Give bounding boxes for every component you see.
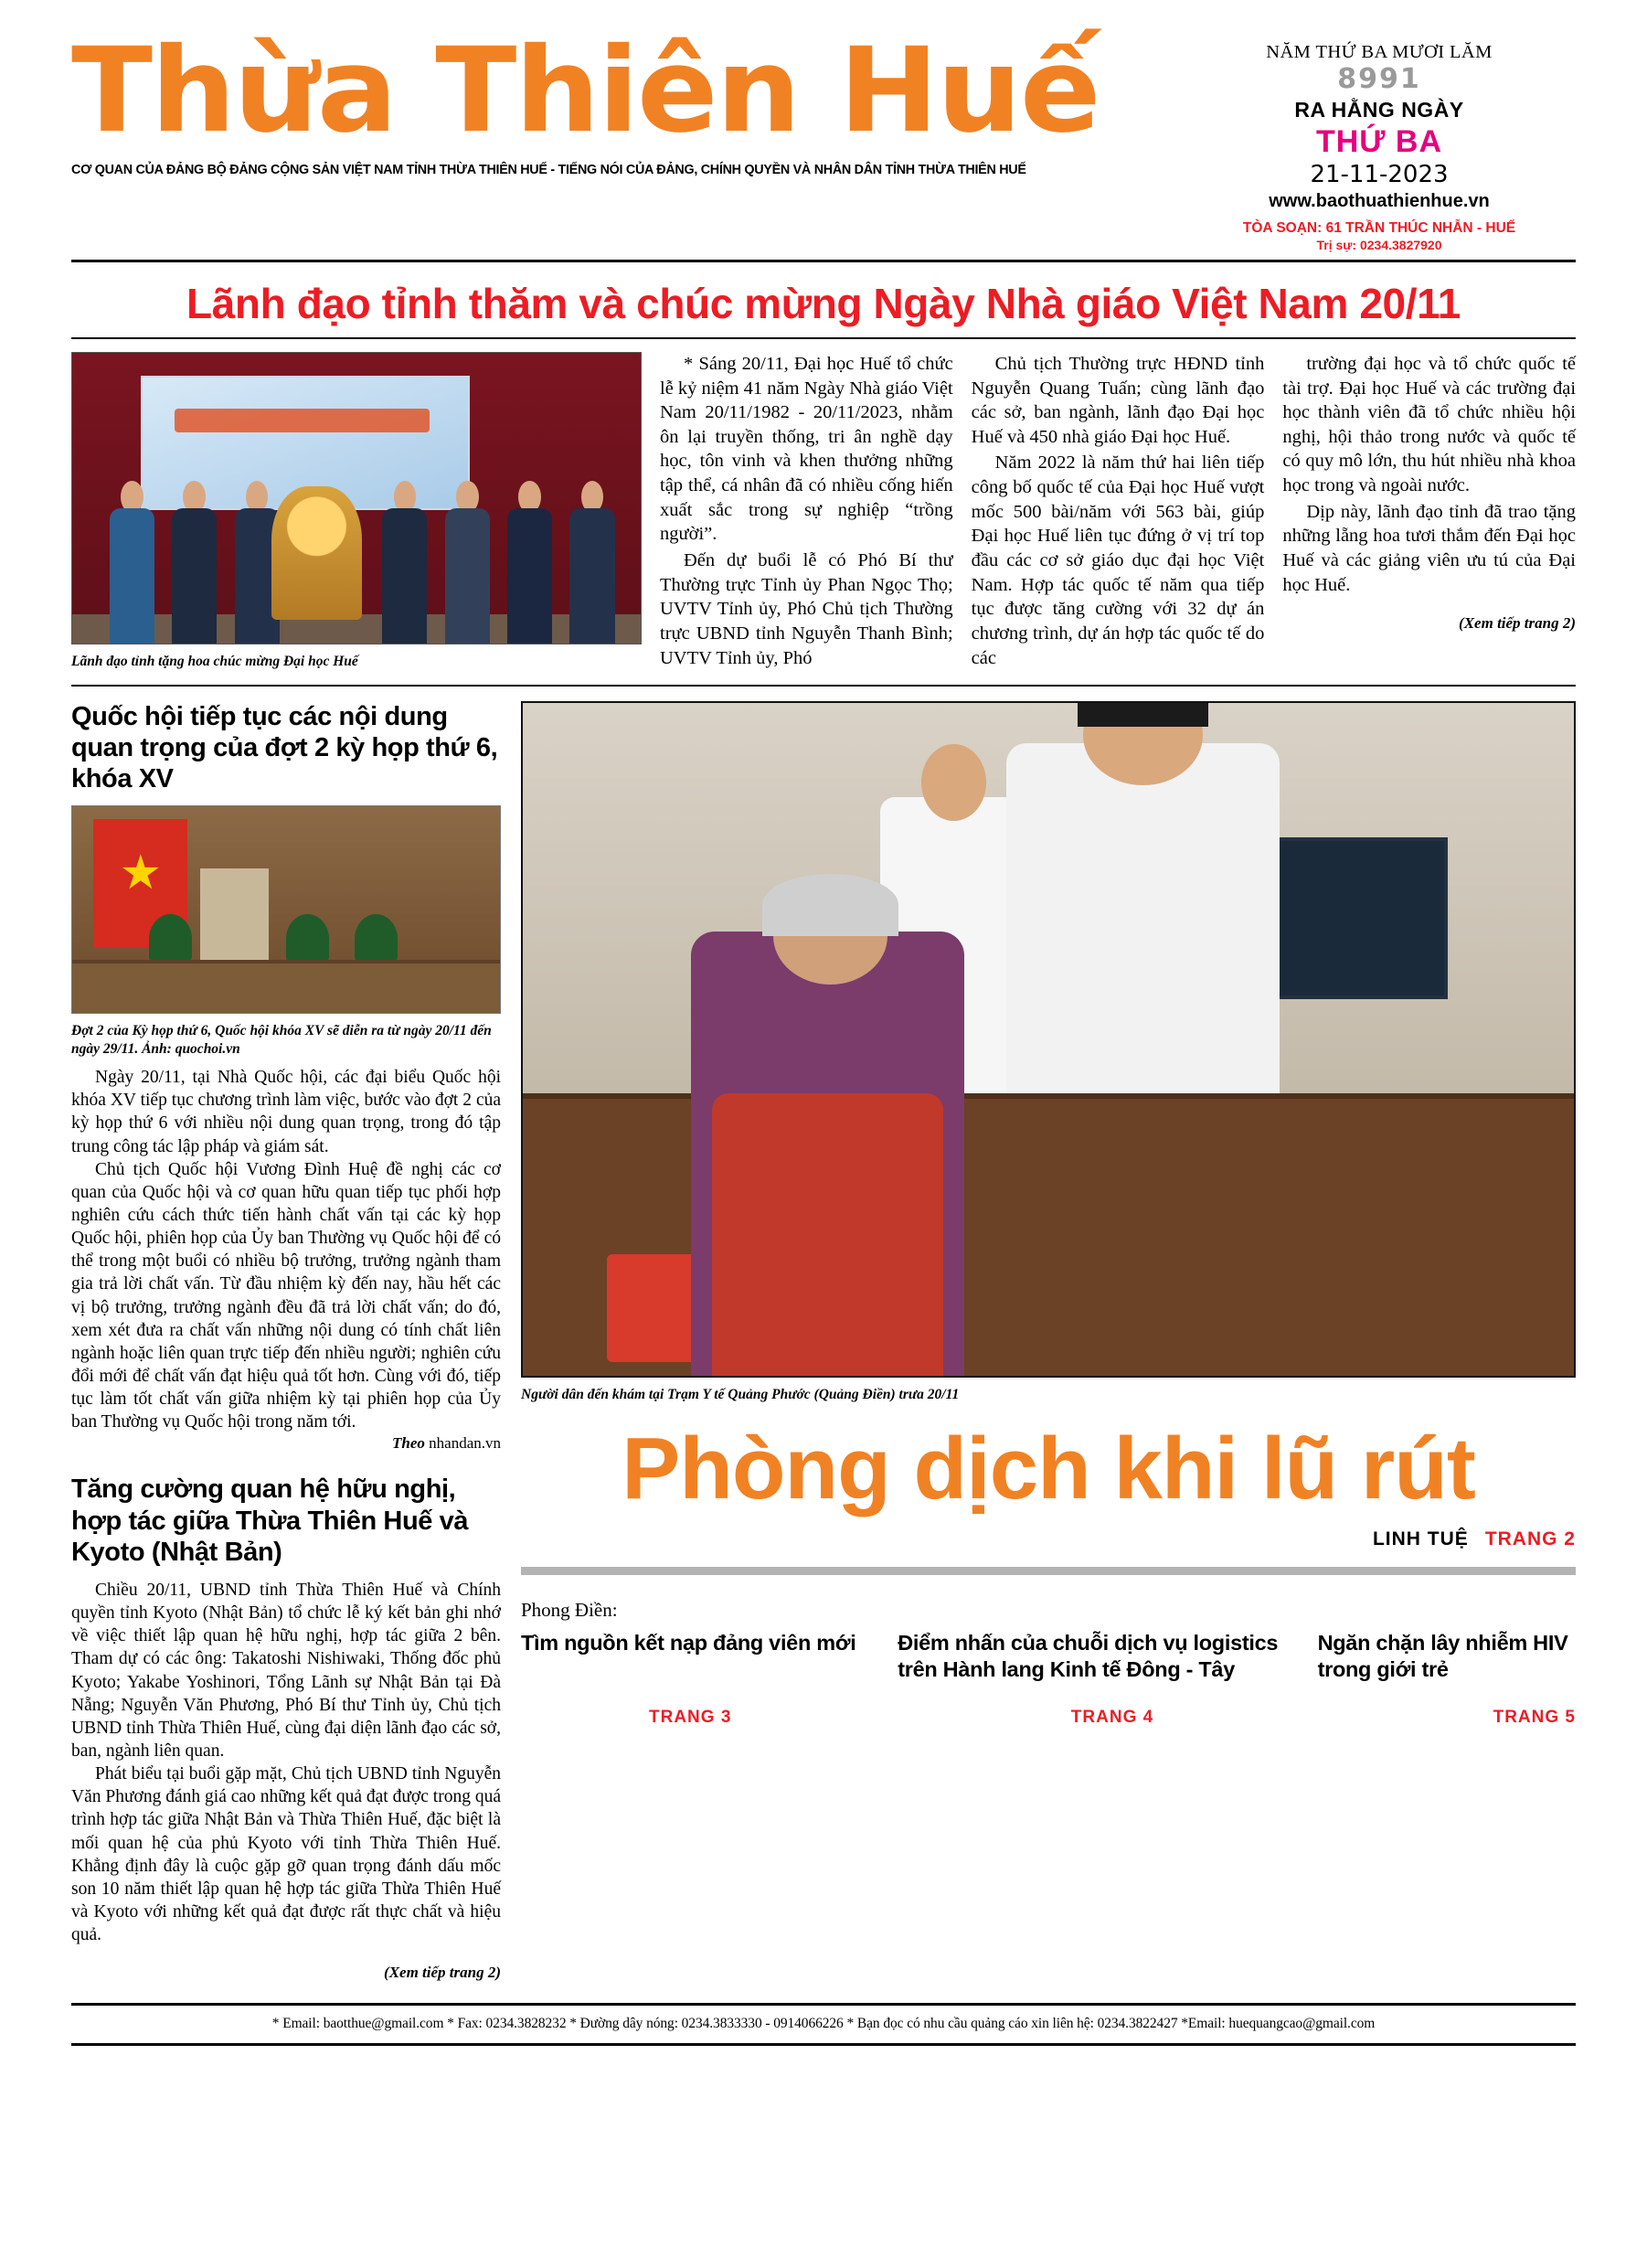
paragraph: Phát biểu tại buổi gặp mặt, Chủ tịch UBND tỉnh Nguyễn Văn Phương đánh giá cao những kết quả đạt được trong quá trình hợp tác giữa Nhật Bản và Thừa Thiên Huế, đặc biệt là mối quan hệ của phủ Kyoto với tỉnh Thừa Thiên Huế. Khẳng định đây là cuộc gặp gỡ quan trọng đánh dấu mốc son 10 năm thiết lập quan hệ hợp tác giữa Thừa Thiên Huế và Kyoto với những kết quả đạt được rất thực chất và hiệu quả. (71, 1764, 501, 1945)
continued-on-page-link[interactable]: (Xem tiếp trang 2) (384, 1964, 501, 1982)
teaser-item[interactable] (1318, 1599, 1576, 1684)
footer-bottom-rule (71, 2043, 1576, 2046)
teaser-page-ref[interactable]: TRANG 5 (1493, 1707, 1576, 1727)
masthead-info-block (1183, 33, 1576, 252)
paragraph: trường đại học và tổ chức quốc tế tài trợ. Đại học Huế và các trường đại học thành viên đã tổ chức nhiều hội nghị, hội thảo trong nước và quốc tế có quy mô lớn, thu hút nhiều nhà khoa học trong và ngoài nước. (1282, 353, 1577, 496)
top-article-column-3 (1282, 352, 1576, 670)
main-feature-caption: Người dân đến khám tại Trạm Y tế Quảng Phước (Quảng Điền) trưa 20/11 (521, 1386, 960, 1402)
top-article-caption: Lãnh đạo tỉnh tặng hoa chúc mừng Đại học Huế (71, 653, 358, 669)
teaser-page-refs (521, 1708, 1576, 1728)
teaser-page-ref[interactable]: TRANG 3 (649, 1707, 732, 1727)
teaser-divider (521, 1567, 1576, 1575)
continued-on-page-link[interactable]: (Xem tiếp trang 2) (1459, 614, 1577, 633)
paragraph: Chiều 20/11, UBND tỉnh Thừa Thiên Huế và Chính quyền tỉnh Kyoto (Nhật Bản) tổ chức lễ ký kết bản ghi nhớ về việc thiết lập quan hệ hữu nghị, hợp tác giữa 2 bên. Tham dự có các ông: Takatoshi Nishiwaki, Thống đốc phủ Kyoto; Yakabe Yoshinori, Tổng Lãnh sự Nhật Bản tại Đà Nẵng; Nguyễn Văn Phương, Phó Bí thư Tỉnh ủy, Chủ tịch UBND tỉnh Thừa Thiên Huế, cùng đại diện lãnh đạo các sở, ban, ngành liên quan. (71, 1581, 501, 1761)
paragraph: Chủ tịch Quốc hội Vương Đình Huệ đề nghị các cơ quan của Quốc hội và cơ quan hữu quan tiếp tục phối hợp nghiên cứu cách thức tiến hành chất vấn tại các kỳ họp Quốc hội, phiên họp của Ủy ban Thường vụ Quốc hội để có thể trong một buổi có nhiều bộ trưởng, trưởng ngành tham gia trả lời chất vấn. Từ đầu nhiệm kỳ đến nay, hầu hết các vị bộ trưởng, trưởng ngành đều đã trả lời chất vấn; do đó, xem xét đưa ra chất vấn những nội dung có tính chất liên ngành hoặc liên quan trực tiếp đến nhiều người; nghiên cứu đổi mới để chất vấn đạt hiệu quả tốt hơn. Cùng với đó, tiếp tục làm tốt chất vấn giữa nhiệm kỳ tại phiên họp của Ủy ban Thường vụ Quốc hội trong năm tới. (71, 1159, 501, 1432)
newspaper-title: Thừa Thiên Huế (71, 23, 1100, 159)
banner-divider (71, 337, 1576, 339)
issue-number: 8991 (1337, 63, 1421, 95)
left-article-2-body (71, 1579, 501, 1983)
page-reference[interactable]: TRANG 2 (1484, 1528, 1576, 1549)
section-divider (71, 685, 1576, 687)
banner-headline[interactable]: Lãnh đạo tỉnh thăm và chúc mừng Ngày Nhà giáo Việt Nam 20/11 (186, 280, 1461, 328)
teaser-item[interactable] (521, 1599, 898, 1684)
paragraph: * Sáng 20/11, Đại học Huế tổ chức lễ kỷ niệm 41 năm Ngày Nhà giáo Việt Nam 20/11/1982 - 20/11/2023, nhằm ôn lại truyền thống, tri ân nghề dạy học, tôn vinh và khen thưởng những tập thể, cá nhân đã có nhiều cống hiến xuất sắc trong sự nghiệp “trồng người”. (660, 353, 953, 545)
website-url[interactable]: www.baothuathienhue.vn (1269, 191, 1490, 212)
left-article-2-headline[interactable]: Tăng cường quan hệ hữu nghị, hợp tác giữa Thừa Thiên Huế và Kyoto (Nhật Bản) (71, 1475, 469, 1567)
footer-top-rule (71, 2003, 1576, 2006)
podium (200, 868, 269, 964)
computer-monitor (1259, 837, 1448, 999)
top-article-photo (71, 352, 642, 644)
plant (355, 914, 398, 964)
publication-year-line: NĂM THỨ BA MƯƠI LĂM (1266, 42, 1493, 62)
masthead-divider (71, 260, 1576, 262)
publication-frequency: RA HẰNG NGÀY (1294, 98, 1464, 122)
assembly-desk (72, 960, 500, 1014)
left-article-1-body (71, 1066, 501, 1453)
top-article (71, 352, 1576, 670)
masthead-tagline: CƠ QUAN CỦA ĐẢNG BỘ ĐẢNG CỘNG SẢN VIỆT NAM TỈNH THỪA THIÊN HUẾ - TIẾNG NÓI CỦA ĐẢNG, CHÍNH QUYỀN VÀ NHÂN DÂN TỈNH THỪA THIÊN HUẾ (71, 163, 1026, 177)
top-article-column-1 (660, 352, 953, 670)
teaser-bar (521, 1599, 1576, 1684)
left-article-1-photo (71, 805, 501, 1014)
main-feature-byline (521, 1528, 1576, 1550)
article-source (71, 1433, 501, 1453)
masthead (71, 0, 1576, 252)
paragraph: Năm 2022 là năm thứ hai liên tiếp công bố quốc tế của Đại học Huế vượt mốc 500 bài/năm với 563 bài, giúp Đại học Huế liên tục đứng ở vị trí top đầu các cơ sở giáo dục đại học Việt Nam. Hợp tác quốc tế năm qua tiếp tục được tăng cường với 32 dự án chương trình, dự án hợp tác quốc tế do các (971, 453, 1265, 668)
paragraph: Chủ tịch Thường trực HĐND tỉnh Nguyễn Quang Tuấn; cùng lãnh đạo các sở, ban ngành, lãnh đạo Đại học Huế và 450 nhà giáo Đại học Huế. (971, 353, 1265, 447)
footer-contact-line: * Email: baotthue@gmail.com * Fax: 0234.3828232 * Đường dây nóng: 0234.3833330 - 0914066226 * Bạn đọc có nhu cầu quảng cáo xin liên hệ: 0234.3822427 *Email: huequangcao@gmail.com (271, 2016, 1376, 2032)
publication-date: 21-11-2023 (1310, 161, 1449, 189)
left-article-1-caption: Đợt 2 của Kỳ họp thứ 6, Quốc hội khóa XV sẽ diễn ra từ ngày 20/11 đến ngày 29/11. Ảnh: quochoi.vn (71, 1023, 492, 1057)
paragraph: Dịp này, lãnh đạo tỉnh đã trao tặng những lẵng hoa tươi thắm đến Đại học Huế và các giảng viên ưu tú của Đại học Huế. (1282, 501, 1577, 595)
teaser-kicker: Phong Điền: (521, 1598, 618, 1621)
left-column (71, 701, 501, 1983)
teaser-title[interactable]: Tìm nguồn kết nạp đảng viên mới (521, 1630, 856, 1655)
paragraph: Ngày 20/11, tại Nhà Quốc hội, các đại biểu Quốc hội khóa XV tiếp tục chương trình làm việc, bước vào đợt 2 của kỳ họp thứ 6 với nhiều nội dung quan trọng, trong đó tập trung công tác lập pháp và giám sát. (71, 1068, 501, 1156)
teaser-kicker (898, 1599, 1299, 1622)
source-name: nhandan.vn (429, 1434, 501, 1453)
teaser-title[interactable]: Ngăn chặn lây nhiễm HIV trong giới trẻ (1317, 1630, 1568, 1682)
masthead-left (71, 23, 1183, 177)
teaser-item[interactable] (898, 1599, 1317, 1684)
top-article-photo-block (71, 352, 642, 670)
main-feature-headline[interactable]: Phòng dịch khi lũ rút (622, 1420, 1475, 1518)
publication-weekday: THỨ BA (1315, 124, 1443, 159)
office-phone: Trị sự: 0234.3827920 (1316, 238, 1442, 253)
right-column (521, 701, 1576, 1983)
office-address: TÒA SOẠN: 61 TRẦN THÚC NHẪN - HUẾ (1242, 220, 1516, 237)
plant (149, 914, 192, 964)
patient-red-vest (712, 1093, 943, 1376)
mid-section (71, 701, 1576, 1983)
top-article-column-2 (972, 352, 1265, 670)
author-name: LINH TUỆ (1372, 1528, 1469, 1549)
photo-flower-bouquet (271, 486, 363, 620)
teaser-title[interactable]: Điểm nhấn của chuỗi dịch vụ logistics trên Hành lang Kinh tế Đông - Tây (898, 1630, 1279, 1682)
paragraph: Đến dự buổi lễ có Phó Bí thư Thường trực Tỉnh ủy Phan Ngọc Thọ; UVTV Tỉnh ủy, Phó Chủ tịch Thường trực UBND tỉnh Nguyễn Thanh Bình; UVTV Tỉnh ủy, Phó (660, 550, 953, 668)
teaser-page-ref[interactable]: TRANG 4 (1070, 1707, 1154, 1727)
source-prefix: Theo (392, 1434, 425, 1453)
teaser-kicker (1318, 1599, 1576, 1622)
main-feature-photo (521, 701, 1576, 1378)
plant (286, 914, 329, 964)
left-article-1-headline[interactable]: Quốc hội tiếp tục các nội dung quan trọng của đợt 2 kỳ họp thứ 6, khóa XV (71, 701, 498, 794)
